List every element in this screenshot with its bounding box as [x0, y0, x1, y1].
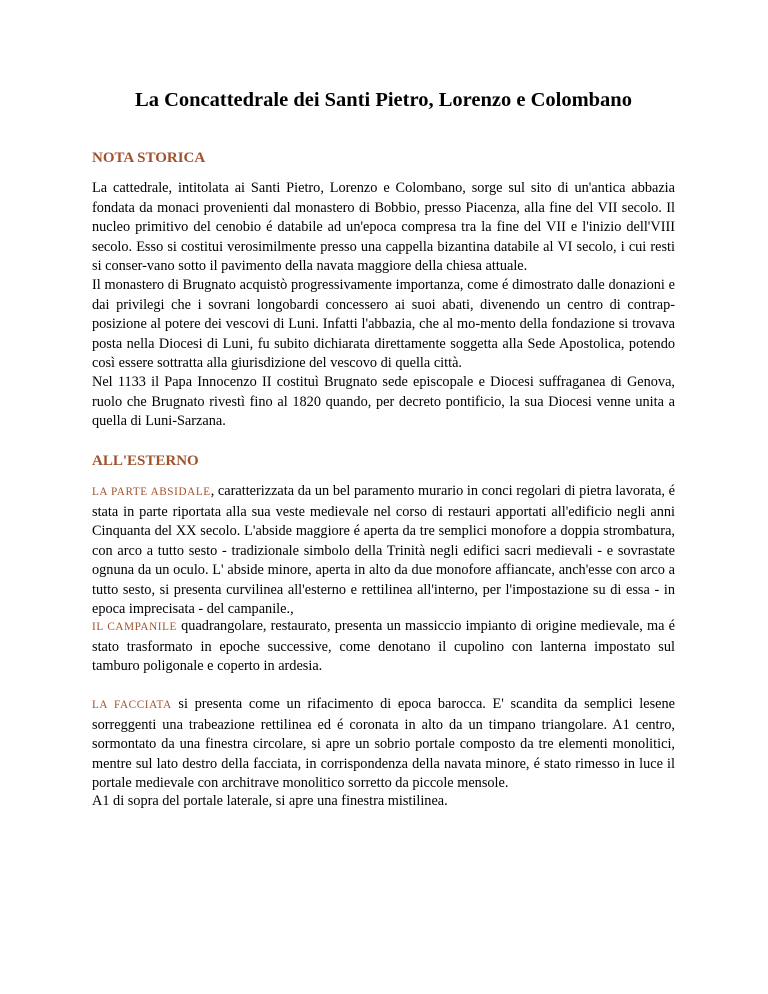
paragraph-facciata — [92, 695, 675, 794]
paragraph-history-1: La cattedrale, intitolata ai Santi Pietro, Lorenzo e Colombano, sorge sul sito di un'antica abbazia fondata da monaci provenienti dal monastero di Bobbio, presso Piacenza, alla fine del VII secolo. Il nucleo primitivo del cenobio é databile ad un'epoca compresa tra la fine del VII e l'inizio dell'VIII secolo. Esso si costitui verosimilmente presso una cappella bizantina databile al VI secolo, i cui resti si conser-vano sotto il pavimento della navata maggiore della chiesa attuale. — [92, 180, 675, 274]
paragraph-history-2: Il monastero di Brugnato acquistò progressivamente importanza, come é dimostrato dalle donazioni e dai privilegi che i sovrani longobardi concessero ai suoi abati, divenendo un centro di contrap-posizione al potere dei vescovi di Luni. Infatti l'abbazia, che al mo-mento della fondazione si trovava posta nella Diocesi di Luni, fu subito dichiarata direttamente soggetta alla Sede Apostolica, potendo così essere sottratta alla giurisdizione del vescovo di quella città. — [92, 277, 675, 371]
page-title: La Concattedrale dei Santi Pietro, Lorenzo e Colombano — [135, 89, 632, 111]
text-facciata: si presenta come un rifacimento di epoca barocca. E' scandita da semplici lesene sorreggenti una trabeazione rettilinea ed é coronata in alto da un timpano triangolare. A1 centro, sormontato da una finestra circolare, si apre un sobrio portale composto da tre elementi monolitici, mentre sul lato destro della facciata, in corrispondenza della navata minore, é stato rimesso in luce il portale medievale con architrave monolitico sorretto da piccole mensole. — [92, 696, 675, 791]
paragraph-history-3: Nel 1133 il Papa Innocenzo II costituì Brugnato sede episcopale e Diocesi suffraganea di Genova, ruolo che Brugnato rivestì fino al 1820 quando, per decreto pontificio, la sua Diocesi venne unita a quella di Luni-Sarzana. — [92, 374, 675, 429]
section-heading-nota-storica: NOTA STORICA — [92, 150, 206, 166]
label-facciata: LA FACCIATA — [92, 699, 172, 711]
label-parte-absidale: LA PARTE ABSIDALE — [92, 486, 211, 498]
paragraph-closing: A1 di sopra del portale laterale, si apre una finestra mistilinea. — [92, 793, 448, 809]
label-campanile: IL CAMPANILE — [92, 621, 177, 633]
text-campanile: quadrangolare, restaurato, presenta un massiccio impianto di origine medievale, ma é stato trasformato in epoche successive, come denotano il cupolino con lanterna impostato sul tamburo poligonale e coperto in ardesia. — [92, 618, 676, 674]
text-parte-absidale: , caratterizzata da un bel paramento murario in conci regolari di pietra lavorata, é stata in parte riportata alla sua veste medievale nel corso di restauri apportati all'edificio negli anni Cinquanta del XX secolo. L'abside maggiore é aperta da tre semplici monofore a doppia strombatura, con arco a tutto sesto - tradizionale simbolo della Trinità negli edifici sacri medievali - e sovrastate ognuna da un oculo. L' abside minore, aperta in alto da due monofore affiancate, anch'esse con arco a tutto sesto, si presenta curvilinea all'esterno e rettilinea all'interno, per l'impostazione su di essa - in epoca imprecisata - del campanile., — [92, 483, 675, 617]
paragraph-campanile — [92, 617, 675, 677]
paragraph-parte-absidale — [92, 482, 675, 620]
section-heading-all-esterno: ALL'ESTERNO — [92, 453, 199, 469]
